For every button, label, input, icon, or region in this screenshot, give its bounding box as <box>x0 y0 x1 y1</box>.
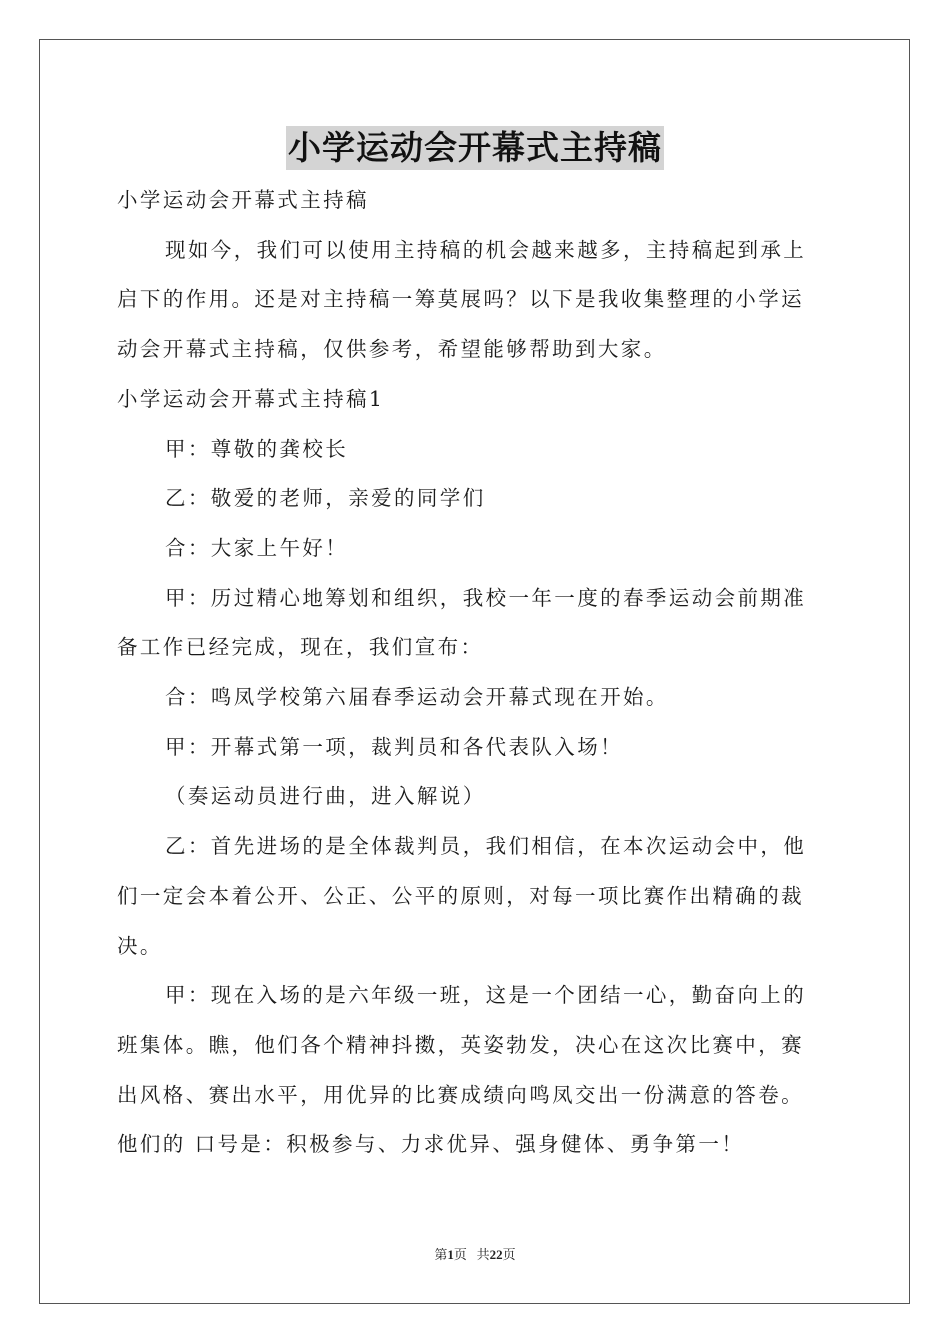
body-line: 决。 <box>117 933 163 958</box>
body-line: 甲：历过精心地筹划和组织，我校一年一度的春季运动会前期准 <box>165 585 807 610</box>
body-line: 班集体。瞧，他们各个精神抖擞，英姿勃发，决心在这次比赛中，赛 <box>117 1032 804 1057</box>
body-line: 动会开幕式主持稿，仅供参考，希望能够帮助到大家。 <box>117 337 667 362</box>
document-body <box>117 176 833 1170</box>
body-line: 小学运动会开幕式主持稿 <box>117 188 369 212</box>
body-line: 合：鸣凤学校第六届春季运动会开幕式现在开始。 <box>165 685 669 710</box>
page-footer <box>0 1247 950 1263</box>
body-line: 出风格、赛出水平，用优异的比赛成绩向鸣凤交出一份满意的答卷。 <box>117 1082 804 1107</box>
body-line: 乙：首先进场的是全体裁判员，我们相信，在本次运动会中，他 <box>165 834 807 859</box>
footer-page-prefix: 第 <box>434 1247 448 1262</box>
body-line: 甲：开幕式第一项，裁判员和各代表队入场！ <box>165 734 623 759</box>
body-line: 小学运动会开幕式主持稿1 <box>117 386 385 411</box>
footer-total-pages: 22 <box>489 1247 503 1262</box>
body-line: （奏运动员进行曲，进入解说） <box>165 784 486 809</box>
body-line: 他们的 口号是：积极参与、力求优异、强身健体、勇争第一！ <box>117 1132 745 1157</box>
body-line: 现如今，我们可以使用主持稿的机会越来越多，主持稿起到承上 <box>165 237 807 262</box>
footer-page-suffix: 页 <box>453 1247 467 1262</box>
footer-total-suffix: 页 <box>502 1247 516 1262</box>
footer-total-prefix: 共 <box>476 1247 490 1262</box>
body-line: 启下的作用。还是对主持稿一筹莫展吗？以下是我收集整理的小学运 <box>117 287 804 312</box>
body-line: 乙：敬爱的老师，亲爱的同学们 <box>165 486 486 511</box>
footer-page-number: 1 <box>447 1247 454 1262</box>
body-line: 甲：尊敬的龚校长 <box>165 436 349 461</box>
body-line: 们一定会本着公开、公正、公平的原则，对每一项比赛作出精确的裁 <box>117 883 804 908</box>
title-container <box>0 126 950 170</box>
body-line: 备工作已经完成，现在，我们宣布： <box>117 635 484 660</box>
body-line: 合：大家上午好！ <box>165 535 349 560</box>
document-title: 小学运动会开幕式主持稿 <box>286 126 664 170</box>
body-line: 甲：现在入场的是六年级一班，这是一个团结一心，勤奋向上的 <box>165 983 807 1008</box>
